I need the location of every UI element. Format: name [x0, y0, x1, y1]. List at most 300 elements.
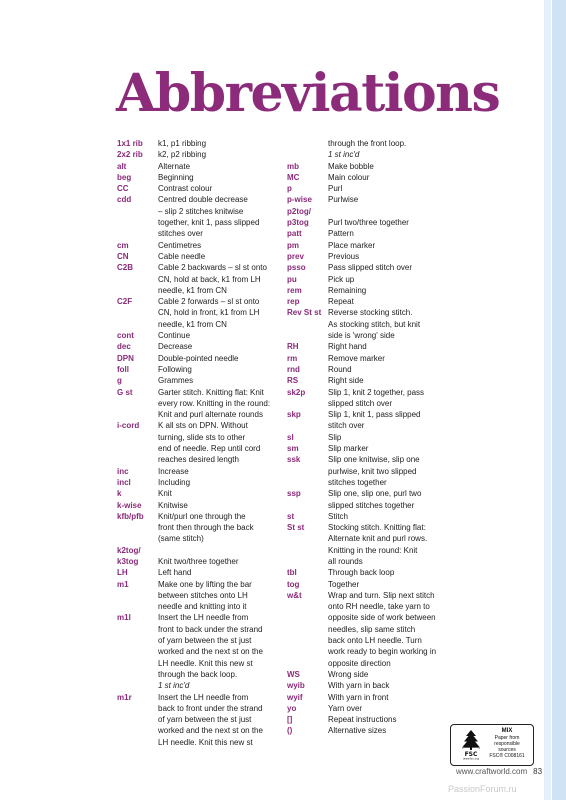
- page-title: Abbreviations: [116, 63, 500, 124]
- definition-line: As stocking stitch, but knit: [328, 319, 421, 329]
- abbreviation-definition: [158, 364, 285, 375]
- fsc-code: FSC® C008161: [489, 753, 525, 759]
- abbreviation-term: inc: [117, 466, 129, 476]
- definition-line: opposite direction: [328, 658, 391, 668]
- definition-line: Continue: [158, 331, 191, 341]
- abbreviation-term: WS: [287, 669, 300, 679]
- abbreviation-definition: [328, 183, 447, 194]
- abbreviation-entry: [287, 590, 447, 669]
- abbreviation-term: MC: [287, 172, 300, 182]
- definition-line: Knit and purl alternate rounds: [158, 410, 263, 420]
- abbreviation-definition: [328, 217, 447, 228]
- definition-line: Knitting in the round: Knit: [328, 545, 418, 555]
- abbreviation-definition: [328, 669, 447, 680]
- abbreviation-entry: [117, 149, 285, 160]
- definition-line: work ready to begin working in: [328, 647, 437, 657]
- abbreviation-entry: [287, 217, 447, 228]
- definition-line: Left hand: [158, 568, 192, 578]
- abbreviation-term: prev: [287, 251, 304, 261]
- definition-line: Alternate knit and purl rows.: [328, 534, 428, 544]
- abbreviation-entry: [287, 567, 447, 578]
- abbreviation-definition: [328, 725, 447, 736]
- abbreviation-definition: [328, 240, 447, 251]
- abbreviation-definition: [328, 285, 447, 296]
- fsc-logo-text: FSC: [464, 751, 478, 758]
- abbreviation-definition: [158, 183, 285, 194]
- definition-line: onto RH needle, take yarn to: [328, 602, 430, 612]
- abbreviation-definition: [328, 341, 447, 352]
- abbreviation-term: []: [287, 715, 293, 725]
- abbreviation-definition: [158, 466, 285, 477]
- definition-line: Wrong side: [328, 669, 369, 679]
- abbreviation-definition: [328, 409, 447, 432]
- definition-line: Slip one, slip one, purl two: [328, 489, 422, 499]
- abbreviation-entry: [287, 353, 447, 364]
- abbreviation-definition: [158, 477, 285, 488]
- abbreviation-term: CC: [117, 184, 129, 194]
- abbreviation-definition: [158, 511, 285, 545]
- abbreviation-entry: [287, 172, 447, 183]
- abbreviation-entry: [287, 703, 447, 714]
- definition-line: Make bobble: [328, 161, 374, 171]
- abbreviation-term: patt: [287, 229, 302, 239]
- abbreviation-term: k2tog/: [117, 545, 141, 555]
- definition-line: needle and knitting into it: [158, 602, 247, 612]
- definition-line: K all sts on DPN. Without: [158, 421, 248, 431]
- abbreviation-definition: [328, 692, 447, 703]
- definition-line: turning, slide sts to other: [158, 432, 246, 442]
- definition-line: Contrast colour: [158, 184, 213, 194]
- abbreviation-term: cdd: [117, 195, 132, 205]
- definition-line: together, knit 1, pass slipped: [158, 218, 260, 228]
- abbreviation-definition: [328, 251, 447, 262]
- abbreviation-definition: [328, 454, 447, 488]
- definition-line: Remaining: [328, 285, 367, 295]
- abbreviation-term: [287, 138, 328, 161]
- abbreviation-term: DPN: [117, 353, 134, 363]
- abbreviation-entry: [117, 172, 285, 183]
- fsc-line-2: responsible sources: [494, 741, 520, 753]
- abbreviation-term: dec: [117, 342, 131, 352]
- abbreviation-definition: [328, 511, 447, 522]
- abbreviation-entry: [287, 161, 447, 172]
- abbreviation-definition: [158, 567, 285, 578]
- definition-line: Alternative sizes: [328, 726, 387, 736]
- abbreviation-entry: [287, 285, 447, 296]
- definition-line: CN, hold in front, k1 from LH: [158, 308, 260, 318]
- abbreviation-definition: [328, 567, 447, 578]
- abbreviation-term: tog: [287, 579, 300, 589]
- abbreviation-entry: [117, 353, 285, 364]
- abbreviation-entry: [117, 579, 285, 613]
- definition-line: slipped stitches together: [328, 500, 415, 510]
- abbreviation-definition: [328, 296, 447, 307]
- abbreviation-definition: [328, 714, 447, 725]
- definition-line: worked and the next st on the: [158, 647, 263, 657]
- abbreviation-term: rem: [287, 285, 302, 295]
- abbreviation-entry: [117, 477, 285, 488]
- abbreviation-definition: [328, 488, 447, 511]
- definition-line: Garter stitch. Knitting flat: Knit: [158, 387, 264, 397]
- abbreviation-definition: [328, 262, 447, 273]
- definition-line: LH needle. Knit this new st: [158, 658, 253, 668]
- definition-line: Stocking stitch. Knitting flat:: [328, 523, 426, 533]
- fsc-badge: [450, 724, 534, 766]
- abbreviation-entry: [117, 262, 285, 296]
- definition-line: k1, p1 ribbing: [158, 139, 207, 148]
- definition-line: front then through the back: [158, 523, 254, 533]
- abbreviation-entry: [287, 488, 447, 511]
- definition-line: through the back loop.: [158, 669, 238, 679]
- definition-line: Insert the LH needle from: [158, 692, 249, 702]
- abbreviation-term: cont: [117, 331, 134, 341]
- definition-line: Including: [158, 477, 191, 487]
- definition-line: Round: [328, 364, 352, 374]
- abbreviation-entry: [287, 262, 447, 273]
- fsc-line-1: Paper from: [494, 735, 520, 741]
- definition-line: LH needle. Knit this new st: [158, 737, 253, 747]
- definition-line: [328, 206, 447, 217]
- abbreviation-term: sm: [287, 444, 299, 454]
- abbreviation-definition: [158, 692, 285, 748]
- abbreviation-entry: [117, 375, 285, 386]
- abbreviation-entry: [117, 341, 285, 352]
- abbreviation-entry: [287, 579, 447, 590]
- definition-line: Slip one knitwise, slip one: [328, 455, 420, 465]
- definition-line: Purlwise: [328, 195, 359, 205]
- page-number: 83: [533, 767, 543, 776]
- abbreviation-definition: [158, 353, 285, 364]
- definition-line: Wrap and turn. Slip next stitch: [328, 590, 435, 600]
- abbreviation-term: 1x1 rib: [117, 139, 143, 148]
- definition-line: Slip 1, knit 2 together, pass: [328, 387, 425, 397]
- definition-line: between stitches onto LH: [158, 590, 248, 600]
- abbreviation-term: (): [287, 726, 293, 736]
- abbreviation-term: Rev St st: [287, 308, 322, 318]
- abbreviation-definition: [328, 522, 447, 567]
- abbreviation-definition: [158, 420, 285, 465]
- definition-line: Slip 1, knit 1, pass slipped: [328, 410, 421, 420]
- page-footer: [456, 767, 542, 776]
- abbreviation-entry: [287, 138, 447, 161]
- abbreviation-term: LH: [117, 568, 128, 578]
- abbreviation-entry: [117, 612, 285, 691]
- abbreviation-term: 2x2 rib: [117, 150, 143, 160]
- abbreviation-definition: [158, 330, 285, 341]
- definition-line: end of needle. Rep until cord: [158, 444, 261, 454]
- abbreviation-entry: [287, 364, 447, 375]
- definition-line: CN, hold at back, k1 from LH: [158, 274, 261, 284]
- abbreviation-definition: [158, 149, 285, 160]
- abbreviation-entry: [117, 567, 285, 578]
- definition-line: Pick up: [328, 274, 355, 284]
- abbreviation-term: rm: [287, 353, 298, 363]
- definition-line: Repeat instructions: [328, 715, 397, 725]
- fsc-mix-label: MIX: [501, 728, 513, 734]
- abbreviation-definition: [158, 240, 285, 251]
- footer-url[interactable]: www.craftworld.com: [456, 767, 528, 776]
- definition-line: through the front loop.: [328, 139, 407, 148]
- abbreviation-entry: [287, 194, 447, 205]
- abbreviation-term: p3tog: [287, 218, 309, 228]
- definition-line: (same stitch): [158, 534, 204, 544]
- abbreviation-term: st: [287, 511, 295, 521]
- abbreviation-entry: [117, 500, 285, 511]
- definition-line: side is 'wrong' side: [328, 331, 395, 341]
- definition-line: – slip 2 stitches knitwise: [158, 206, 244, 216]
- definition-line: Knit: [158, 489, 172, 499]
- definition-line: Previous: [328, 251, 360, 261]
- abbreviation-entry: [287, 387, 447, 410]
- abbreviation-term: p-wise: [287, 195, 312, 205]
- abbreviations-left-column: [117, 138, 285, 748]
- abbreviation-definition: [328, 307, 447, 341]
- abbreviation-entry: [117, 387, 285, 421]
- abbreviation-definition: [328, 579, 447, 590]
- abbreviation-definition: [328, 375, 447, 386]
- abbreviation-term: tbl: [287, 568, 297, 578]
- definition-line: Together: [328, 579, 360, 589]
- definition-line: Purl: [328, 184, 343, 194]
- abbreviation-term: ssk: [287, 455, 301, 465]
- abbreviation-definition: [328, 703, 447, 714]
- abbreviation-definition: [328, 432, 447, 443]
- abbreviation-entry: [117, 420, 285, 465]
- abbreviation-entry: [287, 725, 447, 736]
- definition-line: Yarn over: [328, 703, 363, 713]
- definition-line: Right hand: [328, 342, 367, 352]
- abbreviation-term: k: [117, 489, 122, 499]
- definition-line: Knitwise: [158, 500, 188, 510]
- abbreviation-definition: [328, 161, 447, 172]
- definition-line: Place marker: [328, 240, 376, 250]
- abbreviation-term: mb: [287, 161, 299, 171]
- definition-line: Right side: [328, 376, 364, 386]
- abbreviation-entry: [117, 183, 285, 194]
- definition-line: Main colour: [328, 172, 370, 182]
- definition-line: Pattern: [328, 229, 354, 239]
- abbreviation-entry: [287, 714, 447, 725]
- abbreviation-definition: [158, 579, 285, 613]
- abbreviation-definition: [158, 387, 285, 421]
- abbreviation-definition: [328, 680, 447, 691]
- definition-line: back to front under the strand: [158, 703, 263, 713]
- abbreviation-term: ssp: [287, 489, 301, 499]
- definition-line: Reverse stocking stitch.: [328, 308, 413, 318]
- abbreviation-term: p: [287, 184, 292, 194]
- abbreviation-definition: [328, 206, 447, 217]
- page-edge-stripe: [544, 0, 566, 800]
- definition-line: Slip: [328, 432, 342, 442]
- definition-line: stitches over: [158, 229, 203, 239]
- abbreviation-definition: [328, 364, 447, 375]
- fsc-tree-icon: [459, 729, 483, 760]
- abbreviation-entry: [117, 138, 285, 149]
- stitch-count-note: 1 st inc'd: [158, 681, 190, 691]
- abbreviation-entry: [287, 692, 447, 703]
- abbreviation-entry: [287, 432, 447, 443]
- abbreviation-term: alt: [117, 161, 127, 171]
- abbreviation-term: m1: [117, 579, 129, 589]
- definition-line: Following: [158, 364, 192, 374]
- abbreviation-term: k-wise: [117, 500, 142, 510]
- definition-line: Stitch: [328, 511, 349, 521]
- abbreviation-term: yo: [287, 703, 297, 713]
- abbreviation-entry: [117, 545, 285, 556]
- abbreviation-entry: [117, 161, 285, 172]
- definition-line: Pass slipped stitch over: [328, 263, 413, 273]
- abbreviation-definition: [328, 194, 447, 205]
- definition-line: back onto LH needle. Turn: [328, 636, 422, 646]
- definition-line: purlwise, knit two slipped: [328, 466, 417, 476]
- abbreviation-term: beg: [117, 172, 132, 182]
- abbreviation-entry: [287, 375, 447, 386]
- abbreviation-definition: [158, 500, 285, 511]
- definition-line: Beginning: [158, 172, 194, 182]
- definition-line: all rounds: [328, 556, 363, 566]
- abbreviations-right-column: [287, 138, 447, 737]
- abbreviation-entry: [287, 183, 447, 194]
- abbreviation-term: kfb/pfb: [117, 511, 144, 521]
- definition-line: Remove marker: [328, 353, 385, 363]
- definition-line: slipped stitch over: [328, 398, 393, 408]
- abbreviation-definition: [158, 296, 285, 330]
- definition-line: every row. Knitting in the round:: [158, 398, 271, 408]
- abbreviation-entry: [287, 454, 447, 488]
- abbreviation-entry: [117, 466, 285, 477]
- watermark: PassionForum.ru: [448, 784, 517, 794]
- abbreviation-term: w&t: [287, 590, 302, 600]
- definition-line: Alternate: [158, 161, 191, 171]
- abbreviation-entry: [287, 307, 447, 341]
- abbreviation-term: psso: [287, 263, 306, 273]
- definition-line: Centred double decrease: [158, 195, 248, 205]
- abbreviation-term: rnd: [287, 364, 300, 374]
- abbreviation-definition: [328, 353, 447, 364]
- abbreviation-term: CN: [117, 251, 129, 261]
- abbreviation-term: cm: [117, 240, 129, 250]
- abbreviation-definition: [328, 387, 447, 410]
- definition-line: Double-pointed needle: [158, 353, 239, 363]
- abbreviation-entry: [287, 240, 447, 251]
- abbreviation-definition: [158, 556, 285, 567]
- abbreviation-definition: [328, 172, 447, 183]
- abbreviation-term: St st: [287, 523, 305, 533]
- definition-line: Centimetres: [158, 240, 202, 250]
- definition-line: reaches desired length: [158, 455, 239, 465]
- abbreviation-entry: [287, 341, 447, 352]
- abbreviation-definition: [158, 161, 285, 172]
- definition-line: Slip marker: [328, 444, 369, 454]
- abbreviation-term: sl: [287, 432, 294, 442]
- abbreviation-term: C2F: [117, 297, 133, 307]
- definition-line: opposite side of work between: [328, 613, 436, 623]
- fsc-text: [485, 728, 529, 759]
- definition-line: of yarn between the st just: [158, 636, 252, 646]
- abbreviation-term: C2B: [117, 263, 134, 273]
- abbreviation-term: k3tog: [117, 556, 139, 566]
- definition-line: Make one by lifting the bar: [158, 579, 252, 589]
- definition-line: needles, slip same stitch: [328, 624, 416, 634]
- definition-line: stitch over: [328, 421, 365, 431]
- definition-line: Knit/purl one through the: [158, 511, 246, 521]
- fsc-logo-sub: www.fsc.org: [463, 757, 479, 760]
- abbreviation-term: RS: [287, 376, 299, 386]
- abbreviation-definition: [328, 138, 447, 161]
- abbreviation-definition: [158, 262, 285, 296]
- abbreviation-definition: [158, 251, 285, 262]
- abbreviation-entry: [117, 364, 285, 375]
- abbreviation-entry: [117, 556, 285, 567]
- abbreviation-term: rep: [287, 297, 300, 307]
- definition-line: Insert the LH needle from: [158, 613, 249, 623]
- abbreviation-definition: [328, 274, 447, 285]
- abbreviation-definition: [158, 545, 285, 556]
- abbreviation-entry: [117, 511, 285, 545]
- definition-line: stitches together: [328, 477, 387, 487]
- definition-line: Through back loop: [328, 568, 395, 578]
- abbreviation-definition: [158, 341, 285, 352]
- abbreviation-term: foll: [117, 364, 129, 374]
- definition-line: Increase: [158, 466, 189, 476]
- abbreviation-definition: [158, 612, 285, 691]
- abbreviation-definition: [328, 443, 447, 454]
- abbreviation-term: wyif: [287, 692, 303, 702]
- definition-line: [158, 545, 285, 556]
- abbreviation-entry: [287, 296, 447, 307]
- definition-line: Cable 2 forwards – sl st onto: [158, 297, 260, 307]
- abbreviation-term: pu: [287, 274, 297, 284]
- abbreviation-entry: [287, 251, 447, 262]
- abbreviation-definition: [328, 228, 447, 239]
- abbreviation-entry: [287, 669, 447, 680]
- definition-line: Cable needle: [158, 251, 206, 261]
- definition-line: Decrease: [158, 342, 193, 352]
- stitch-count-note: 1 st inc'd: [328, 150, 360, 160]
- abbreviation-term: pm: [287, 240, 299, 250]
- abbreviation-entry: [287, 522, 447, 567]
- abbreviation-entry: [117, 692, 285, 748]
- abbreviation-term: i-cord: [117, 421, 140, 431]
- abbreviation-term: m1l: [117, 613, 131, 623]
- definition-line: With yarn in front: [328, 692, 389, 702]
- abbreviation-definition: [158, 194, 285, 239]
- abbreviation-term: m1r: [117, 692, 132, 702]
- definition-line: Knit two/three together: [158, 556, 239, 566]
- abbreviation-definition: [158, 172, 285, 183]
- definition-line: With yarn in back: [328, 681, 390, 691]
- abbreviation-entry: [287, 274, 447, 285]
- abbreviation-entry: [287, 206, 447, 217]
- definition-line: Purl two/three together: [328, 218, 409, 228]
- definition-line: Repeat: [328, 297, 354, 307]
- abbreviation-entry: [117, 488, 285, 499]
- definition-line: worked and the next st on the: [158, 726, 263, 736]
- abbreviation-entry: [287, 511, 447, 522]
- abbreviation-entry: [287, 409, 447, 432]
- abbreviation-term: skp: [287, 410, 301, 420]
- abbreviation-definition: [158, 138, 285, 149]
- abbreviation-entry: [117, 251, 285, 262]
- definition-line: front to back under the strand: [158, 624, 263, 634]
- abbreviation-entry: [287, 443, 447, 454]
- abbreviation-term: p2tog/: [287, 206, 311, 216]
- definition-line: of yarn between the st just: [158, 715, 252, 725]
- abbreviation-term: sk2p: [287, 387, 306, 397]
- abbreviation-definition: [158, 488, 285, 499]
- abbreviation-entry: [287, 680, 447, 691]
- definition-line: Cable 2 backwards – sl st onto: [158, 263, 267, 273]
